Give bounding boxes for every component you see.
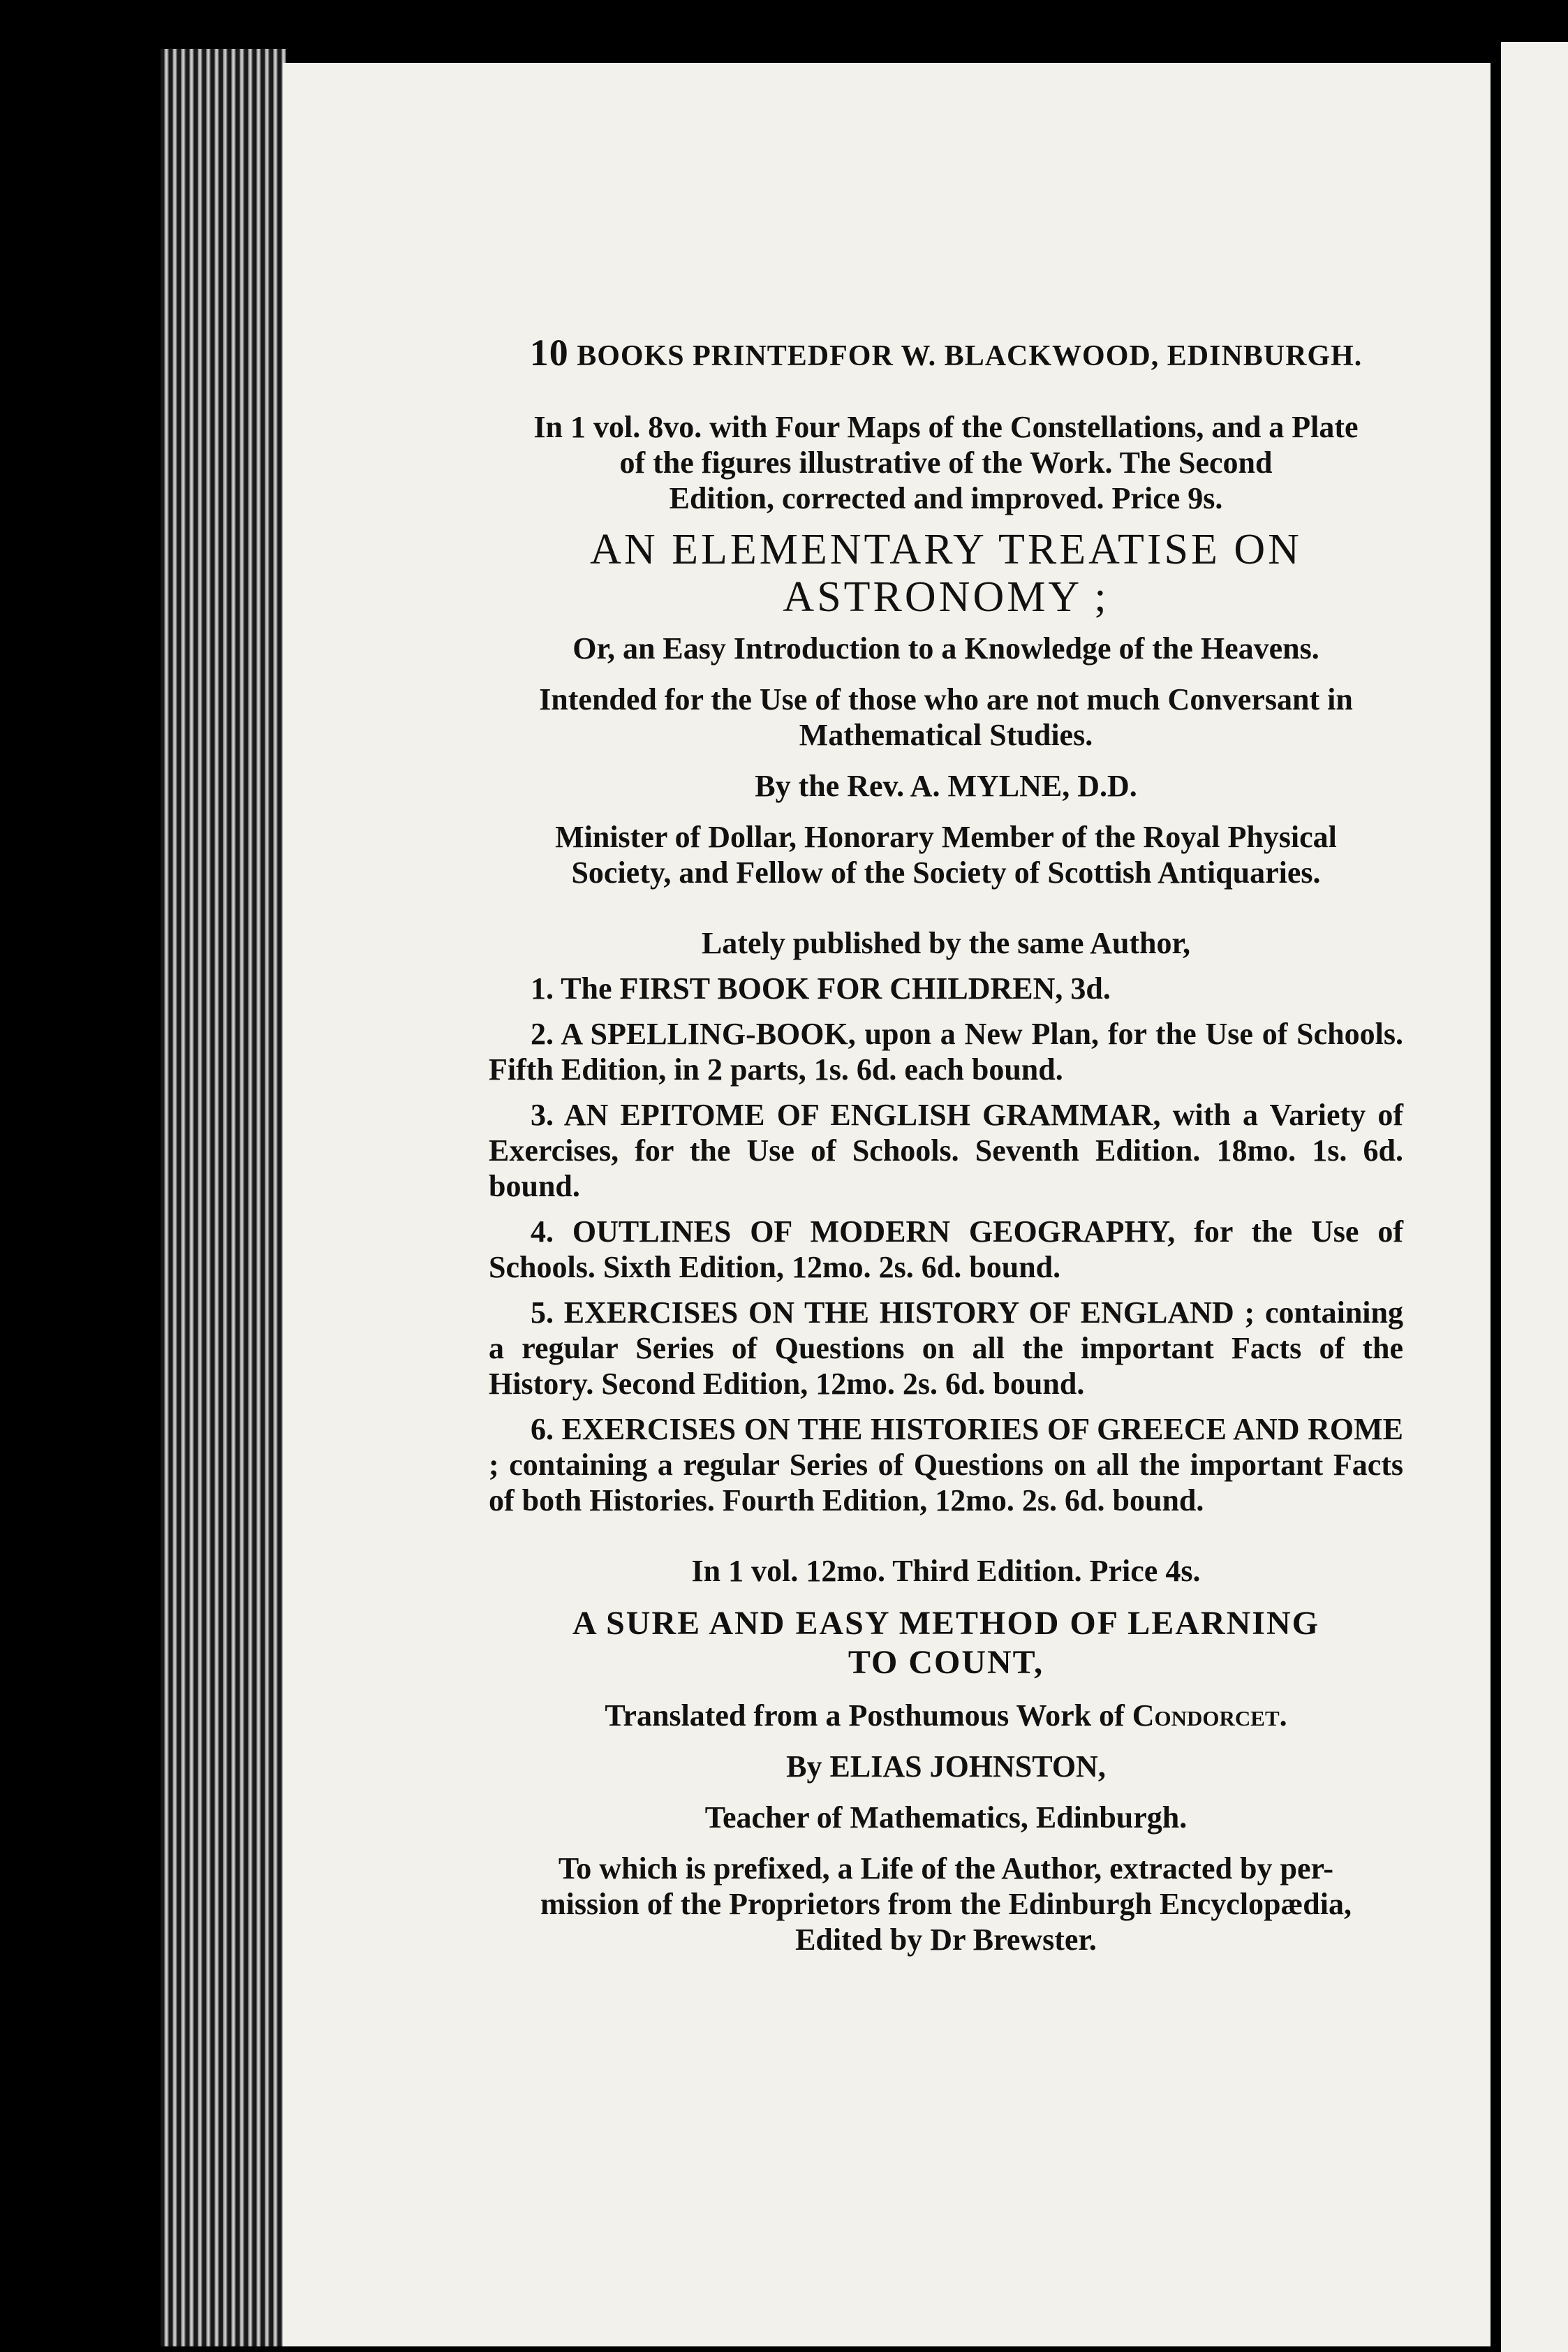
book1-author-desc-line: Minister of Dollar, Honorary Member of the Royal Physical [555,820,1337,854]
book2-prefix-line: To which is prefixed, a Life of the Author, extracted by per- [558,1851,1334,1886]
lately-published [489,925,1403,1518]
page-content [489,332,1403,1957]
book1-author: By the Rev. A. MYLNE, D.D. [755,769,1137,803]
translated-text: Translated from a Posthumous Work of [605,1698,1132,1733]
book2-title-line: A SURE AND EASY METHOD OF LEARNING [572,1605,1319,1642]
list-item: 4. OUTLINES OF MODERN GEOGRAPHY, for the Use of Schools. Sixth Edition, 12mo. 2s. 6d. bound. [489,1214,1403,1284]
list-item: 1. The FIRST BOOK FOR CHILDREN, 3d. [531,971,1111,1006]
running-header [489,332,1403,374]
book2-block [489,1553,1403,1957]
facing-page-strip [1501,42,1568,2352]
lately-heading: Lately published by the same Author, [701,926,1191,960]
book2-author: By ELIAS JOHNSTON, [786,1749,1106,1784]
book2-prefix-line: Edited by Dr Brewster. [795,1923,1097,1957]
book1-format-line: of the figures illustrative of the Work. The Second [619,446,1273,480]
book1-subtitle: Or, an Easy Introduction to a Knowledge of the Heavens. [572,631,1319,666]
book2-translated [489,1698,1403,1733]
list-item: 5. EXERCISES ON THE HISTORY OF ENGLAND ; containing a regular Series of Questions on all the important Facts of the History. Second Edition, 12mo. 2s. 6d. bound. [489,1295,1403,1401]
book2-author-desc: Teacher of Mathematics, Edinburgh. [704,1800,1188,1835]
book1-author-desc-line: Society, and Fellow of the Society of Scottish Antiquaries. [571,855,1321,890]
book1-format-line: Edition, corrected and improved. Price 9s. [669,481,1223,515]
page-edge-stack [161,49,286,2346]
translated-name: Condorcet. [1132,1698,1287,1733]
book1-block [489,409,1403,890]
book1-format-line: In 1 vol. 8vo. with Four Maps of the Constellations, and a Plate [533,410,1359,444]
book1-intended-line: Mathematical Studies. [799,718,1093,752]
list-item: 3. AN EPITOME OF ENGLISH GRAMMAR, with a Variety of Exercises, for the Use of Schools. Seventh Edition. 18mo. 1s. 6d. bound. [489,1098,1403,1203]
list-item: 2. A SPELLING-BOOK, upon a New Plan, for the Use of Schools. Fifth Edition, in 2 parts, 1s. 6d. each bound. [489,1017,1403,1087]
book1-title-line: ASTRONOMY ; [783,573,1109,621]
book2-format: In 1 vol. 12mo. Third Edition. Price 4s. [691,1554,1201,1588]
book2-prefix-line: mission of the Proprietors from the Edinburgh Encyclopædia, [540,1887,1352,1921]
list-item: 6. EXERCISES ON THE HISTORIES OF GREECE AND ROME ; containing a regular Series of Questions on all the important Facts of both Histories. Fourth Edition, 12mo. 2s. 6d. bound. [489,1412,1403,1517]
book2-title-line: TO COUNT, [848,1644,1044,1681]
book1-title-line: AN ELEMENTARY TREATISE ON [590,526,1302,573]
running-title: BOOKS PRINTEDFOR W. BLACKWOOD, EDINBURGH. [577,340,1363,372]
page-number: 10 [529,332,569,374]
book1-intended-line: Intended for the Use of those who are not much Conversant in [539,682,1353,716]
